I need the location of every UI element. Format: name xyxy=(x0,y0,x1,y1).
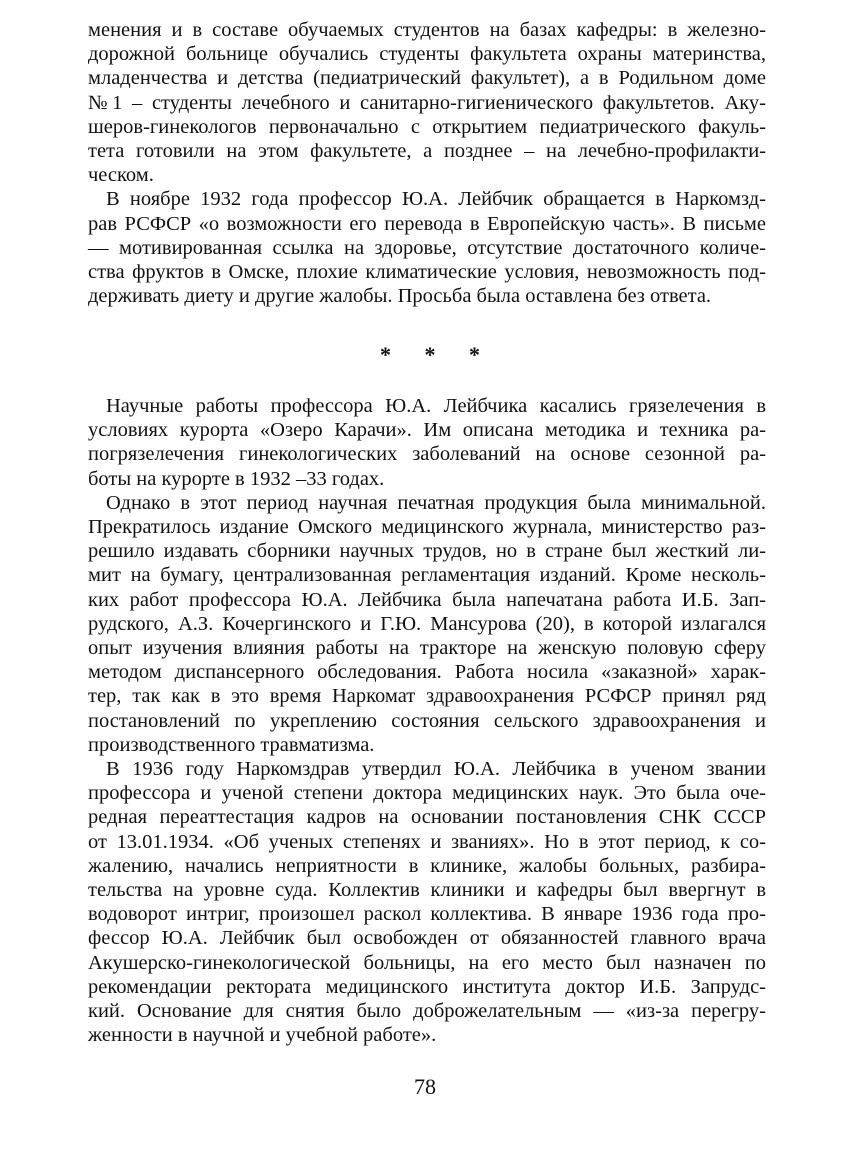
text-line: Однако в этот период научная печатная продукция была минимальной. xyxy=(106,491,766,514)
text-line: тельства на уровне суда. Коллектив клиники и кафедры был ввергнут в xyxy=(88,879,766,902)
asterisk: * xyxy=(424,342,436,367)
text-line: В 1936 году Наркомздрав утвердил Ю.А. Лейбчика в ученом звании xyxy=(106,758,766,781)
page-number: 78 xyxy=(414,1074,436,1099)
paragraph-1 xyxy=(88,18,766,187)
text-line: производственного травматизма. xyxy=(88,733,375,756)
text-line: фессор Ю.А. Лейбчик был освобожден от обязанностей главного врача xyxy=(88,927,766,950)
text-line: жалению, начались неприятности в клинике, жалобы больных, разбира- xyxy=(88,854,766,877)
text-line: решило издавать сборники научных трудов, но в стране был жесткий ли- xyxy=(88,540,766,563)
text-line: младенчества и детства (педиатрический факультет), а в Родильном доме xyxy=(88,67,766,90)
text-line: дорожной больнице обучались студенты факультета охраны материнства, xyxy=(88,43,766,66)
paragraph-4 xyxy=(88,491,766,757)
text-line: условиях курорта «Озеро Карачи». Им описана методика и техника ра- xyxy=(88,419,766,442)
text-line: держивать диету и другие жалобы. Просьба была оставлена без ответа. xyxy=(88,285,712,308)
text-line: ческом. xyxy=(88,164,154,187)
text-line: Акушерско-гинекологической больницы, на его место был назначен по xyxy=(88,951,766,974)
text-line: — мотивированная ссылка на здоровье, отсутствие достаточного количе- xyxy=(88,236,766,259)
text-line: ства фруктов в Омске, плохие климатические условия, невозможность под- xyxy=(88,261,766,284)
text-line: тета готовили на этом факультете, а позднее – на лечебно-профилакти- xyxy=(88,140,766,163)
text-line: тер, так как в это время Наркомат здравоохранения РСФСР принял ряд xyxy=(88,685,766,708)
text-line: погрязелечения гинекологических заболеваний на основе сезонной ра- xyxy=(88,443,766,466)
text-line: профессора и ученой степени доктора медицинских наук. Это была оче- xyxy=(88,782,766,805)
text-line: рудского, А.З. Кочергинского и Г.Ю. Мансурова (20), в которой излагался xyxy=(88,612,766,635)
text-line: женности в научной и учебной работе». xyxy=(88,1024,437,1047)
text-line: В ноябре 1932 года профессор Ю.А. Лейбчик обращается в Наркомзд- xyxy=(106,188,766,211)
text-line: от 13.01.1934. «Об ученых степенях и званиях». Но в этот период, к со- xyxy=(88,830,766,853)
text-line: рекомендации ректората медицинского института доктор И.Б. Запрудс- xyxy=(88,975,766,998)
text-block-top xyxy=(88,18,766,308)
text-line: Научные работы профессора Ю.А. Лейбчика касались грязелечения в xyxy=(106,395,766,417)
text-line: постановлений по укреплению состояния сельского здравоохранения и xyxy=(88,709,766,732)
paragraph-5 xyxy=(88,757,766,1047)
text-line: боты на курорте в 1932 –33 годах. xyxy=(88,467,385,490)
text-line: кий. Основание для снятия было доброжелательным — «из-за перегру- xyxy=(88,1000,766,1023)
text-line: мит на бумагу, централизованная регламентация изданий. Кроме несколь- xyxy=(88,564,766,587)
text-line: №1 – студенты лечебного и санитарно-гигиенического факультетов. Аку- xyxy=(88,91,766,114)
text-line: шеров-гинекологов первоначально с открытием педиатрического факуль- xyxy=(88,115,766,138)
paragraph-3 xyxy=(88,394,766,491)
text-line: ких работ профессора Ю.А. Лейбчика была напечатана работа И.Б. Зап- xyxy=(88,588,766,611)
text-line: редная переаттестация кадров на основании постановления СНК СССР xyxy=(88,806,766,829)
text-line: рав РСФСР «о возможности его перевода в Европейскую часть». В письме xyxy=(88,212,766,235)
text-line: методом диспансерного обследования. Работа носила «заказной» харак- xyxy=(88,661,766,684)
paragraph-2 xyxy=(88,187,766,308)
text-line: опыт изучения влияния работы на тракторе на женскую половую сферу xyxy=(88,637,766,660)
asterisk: * xyxy=(469,342,480,367)
section-separator xyxy=(380,342,480,368)
asterisk: * xyxy=(380,342,391,367)
text-block-bottom xyxy=(88,394,766,1047)
text-line: Прекратилось издание Омского медицинского журнала, министерство раз- xyxy=(88,516,766,539)
text-line: менения и в составе обучаемых студентов на базах кафедры: в железно- xyxy=(88,19,766,41)
text-line: водоворот интриг, произошел раскол коллектива. В январе 1936 года про- xyxy=(88,903,766,926)
